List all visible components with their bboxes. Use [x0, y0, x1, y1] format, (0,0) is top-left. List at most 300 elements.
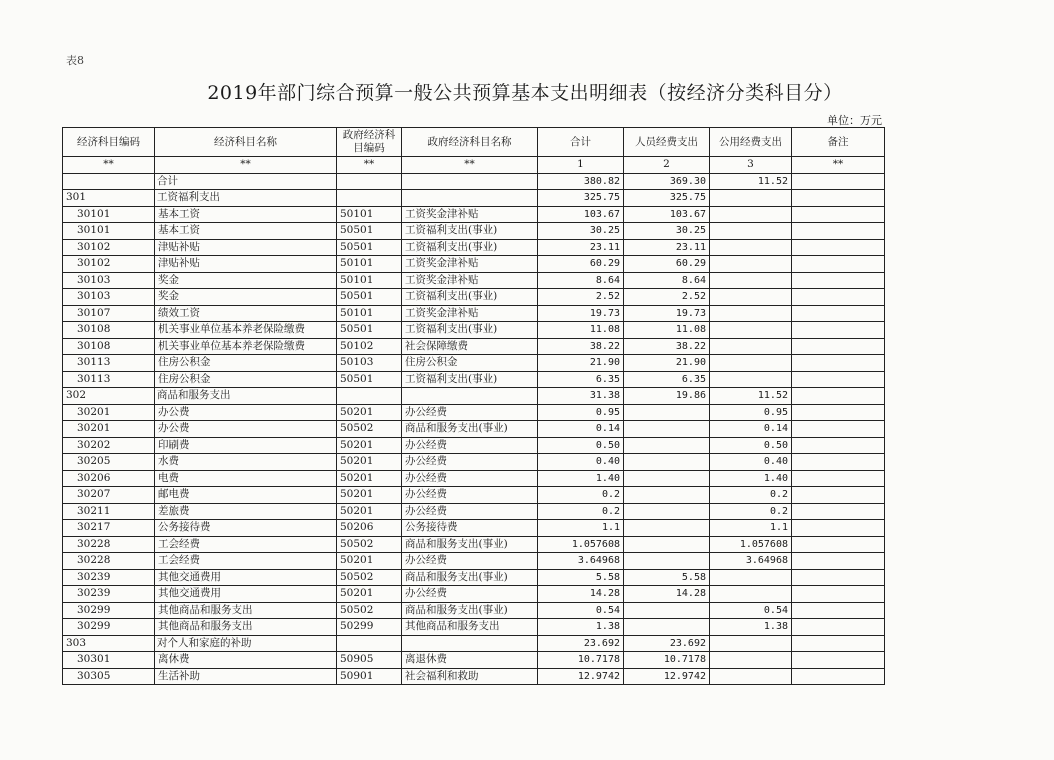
total-cell: 14.28	[538, 586, 624, 603]
note-cell	[792, 421, 885, 438]
public-cell: 11.52	[710, 388, 792, 405]
econ-code-cell	[63, 173, 155, 190]
note-cell	[792, 371, 885, 388]
table-row	[63, 223, 885, 240]
marker-cell: **	[402, 157, 538, 174]
personnel-cell: 23.11	[624, 239, 710, 256]
gov-name-cell: 办公经费	[402, 454, 538, 471]
econ-name-cell: 其他商品和服务支出	[155, 602, 337, 619]
table-row	[63, 437, 885, 454]
note-cell	[792, 206, 885, 223]
econ-code-cell: 30239	[63, 569, 155, 586]
personnel-cell: 30.25	[624, 223, 710, 240]
note-cell	[792, 322, 885, 339]
table-row	[63, 586, 885, 603]
total-cell: 23.692	[538, 635, 624, 652]
gov-name-cell: 办公经费	[402, 470, 538, 487]
public-cell	[710, 239, 792, 256]
public-cell: 11.52	[710, 173, 792, 190]
personnel-cell: 325.75	[624, 190, 710, 207]
total-cell: 1.40	[538, 470, 624, 487]
public-cell: 0.54	[710, 602, 792, 619]
total-cell: 10.7178	[538, 652, 624, 669]
header-public: 公用经费支出	[710, 128, 792, 157]
header-gov-code: 政府经济科目编码	[337, 128, 402, 157]
econ-name-cell: 印刷费	[155, 437, 337, 454]
note-cell	[792, 173, 885, 190]
total-cell: 19.73	[538, 305, 624, 322]
total-cell: 38.22	[538, 338, 624, 355]
personnel-cell: 6.35	[624, 371, 710, 388]
note-cell	[792, 305, 885, 322]
table-row	[63, 256, 885, 273]
gov-name-cell: 离退休费	[402, 652, 538, 669]
table-row	[63, 569, 885, 586]
econ-code-cell: 30102	[63, 256, 155, 273]
table-row	[63, 503, 885, 520]
econ-code-cell: 30206	[63, 470, 155, 487]
econ-code-cell: 30101	[63, 206, 155, 223]
note-cell	[792, 586, 885, 603]
econ-code-cell: 303	[63, 635, 155, 652]
note-cell	[792, 355, 885, 372]
note-cell	[792, 289, 885, 306]
econ-name-cell: 奖金	[155, 272, 337, 289]
public-cell: 1.38	[710, 619, 792, 636]
sheet-label: 表8	[66, 54, 84, 67]
gov-code-cell: 50905	[337, 652, 402, 669]
header-econ-name: 经济科目名称	[155, 128, 337, 157]
gov-code-cell: 50101	[337, 305, 402, 322]
marker-cell: **	[63, 157, 155, 174]
note-cell	[792, 239, 885, 256]
note-cell	[792, 190, 885, 207]
personnel-cell: 21.90	[624, 355, 710, 372]
note-cell	[792, 668, 885, 685]
gov-name-cell: 工资福利支出(事业)	[402, 371, 538, 388]
table-row	[63, 289, 885, 306]
total-cell: 23.11	[538, 239, 624, 256]
marker-cell: **	[792, 157, 885, 174]
personnel-cell	[624, 536, 710, 553]
table-row	[63, 421, 885, 438]
gov-code-cell: 50901	[337, 668, 402, 685]
econ-code-cell: 30217	[63, 520, 155, 537]
gov-code-cell: 50501	[337, 223, 402, 240]
total-cell: 0.2	[538, 487, 624, 504]
personnel-cell	[624, 470, 710, 487]
gov-code-cell: 50501	[337, 289, 402, 306]
econ-name-cell: 公务接待费	[155, 520, 337, 537]
econ-code-cell: 30108	[63, 322, 155, 339]
table-row	[63, 239, 885, 256]
econ-name-cell: 离休费	[155, 652, 337, 669]
personnel-cell	[624, 520, 710, 537]
econ-code-cell: 30207	[63, 487, 155, 504]
public-cell: 0.50	[710, 437, 792, 454]
public-cell	[710, 190, 792, 207]
header-personnel: 人员经费支出	[624, 128, 710, 157]
econ-name-cell: 办公费	[155, 421, 337, 438]
personnel-cell: 12.9742	[624, 668, 710, 685]
table-row	[63, 520, 885, 537]
table-row	[63, 553, 885, 570]
econ-code-cell: 30211	[63, 503, 155, 520]
econ-name-cell: 其他交通费用	[155, 586, 337, 603]
table-body	[63, 173, 885, 685]
public-cell: 3.64968	[710, 553, 792, 570]
gov-name-cell	[402, 388, 538, 405]
total-cell: 8.64	[538, 272, 624, 289]
public-cell	[710, 272, 792, 289]
econ-name-cell: 其他商品和服务支出	[155, 619, 337, 636]
personnel-cell	[624, 487, 710, 504]
econ-name-cell: 基本工资	[155, 223, 337, 240]
personnel-cell: 19.73	[624, 305, 710, 322]
note-cell	[792, 536, 885, 553]
gov-name-cell: 工资福利支出(事业)	[402, 223, 538, 240]
total-cell: 1.1	[538, 520, 624, 537]
note-cell	[792, 652, 885, 669]
marker-cell: **	[337, 157, 402, 174]
public-cell	[710, 355, 792, 372]
public-cell: 0.2	[710, 487, 792, 504]
public-cell	[710, 371, 792, 388]
public-cell	[710, 569, 792, 586]
gov-name-cell: 社会福利和救助	[402, 668, 538, 685]
table-row	[63, 635, 885, 652]
gov-name-cell	[402, 635, 538, 652]
econ-name-cell: 生活补助	[155, 668, 337, 685]
note-cell	[792, 272, 885, 289]
econ-code-cell: 30103	[63, 289, 155, 306]
marker-cell: 1	[538, 157, 624, 174]
gov-code-cell: 50201	[337, 503, 402, 520]
econ-code-cell: 30201	[63, 404, 155, 421]
gov-code-cell: 50101	[337, 272, 402, 289]
econ-code-cell: 30205	[63, 454, 155, 471]
table-row	[63, 322, 885, 339]
personnel-cell: 5.58	[624, 569, 710, 586]
econ-name-cell: 对个人和家庭的补助	[155, 635, 337, 652]
total-cell: 30.25	[538, 223, 624, 240]
econ-name-cell: 津贴补贴	[155, 239, 337, 256]
marker-cell: 3	[710, 157, 792, 174]
header-econ-code: 经济科目编码	[63, 128, 155, 157]
gov-code-cell: 50206	[337, 520, 402, 537]
table-row	[63, 305, 885, 322]
gov-name-cell: 办公经费	[402, 503, 538, 520]
gov-name-cell: 工资奖金津补贴	[402, 272, 538, 289]
personnel-cell	[624, 503, 710, 520]
gov-name-cell: 公务接待费	[402, 520, 538, 537]
econ-name-cell: 办公费	[155, 404, 337, 421]
gov-code-cell: 50201	[337, 553, 402, 570]
personnel-cell: 103.67	[624, 206, 710, 223]
note-cell	[792, 454, 885, 471]
gov-code-cell: 50299	[337, 619, 402, 636]
header-note: 备注	[792, 128, 885, 157]
gov-code-cell	[337, 173, 402, 190]
public-cell	[710, 322, 792, 339]
econ-code-cell: 30113	[63, 371, 155, 388]
public-cell	[710, 652, 792, 669]
public-cell	[710, 256, 792, 273]
personnel-cell: 14.28	[624, 586, 710, 603]
gov-name-cell: 其他商品和服务支出	[402, 619, 538, 636]
total-cell: 0.50	[538, 437, 624, 454]
gov-name-cell: 办公经费	[402, 487, 538, 504]
gov-name-cell: 商品和服务支出(事业)	[402, 536, 538, 553]
page-title: 2019年部门综合预算一般公共预算基本支出明细表（按经济分类科目分）	[207, 82, 843, 104]
note-cell	[792, 437, 885, 454]
econ-code-cell: 30228	[63, 536, 155, 553]
unit-label: 单位：万元	[827, 114, 882, 127]
total-cell: 325.75	[538, 190, 624, 207]
gov-code-cell: 50201	[337, 404, 402, 421]
public-cell	[710, 223, 792, 240]
note-cell	[792, 487, 885, 504]
econ-code-cell: 301	[63, 190, 155, 207]
gov-name-cell: 商品和服务支出(事业)	[402, 421, 538, 438]
note-cell	[792, 223, 885, 240]
gov-name-cell: 办公经费	[402, 586, 538, 603]
total-cell: 380.82	[538, 173, 624, 190]
econ-name-cell: 商品和服务支出	[155, 388, 337, 405]
gov-code-cell	[337, 635, 402, 652]
econ-name-cell: 差旅费	[155, 503, 337, 520]
econ-name-cell: 机关事业单位基本养老保险缴费	[155, 322, 337, 339]
total-cell: 0.2	[538, 503, 624, 520]
personnel-cell	[624, 437, 710, 454]
public-cell	[710, 635, 792, 652]
econ-name-cell: 基本工资	[155, 206, 337, 223]
econ-name-cell: 邮电费	[155, 487, 337, 504]
gov-name-cell: 工资福利支出(事业)	[402, 322, 538, 339]
gov-code-cell: 50103	[337, 355, 402, 372]
gov-code-cell: 50101	[337, 256, 402, 273]
total-cell: 3.64968	[538, 553, 624, 570]
total-cell: 2.52	[538, 289, 624, 306]
total-cell: 11.08	[538, 322, 624, 339]
total-cell: 1.057608	[538, 536, 624, 553]
personnel-cell	[624, 454, 710, 471]
gov-code-cell: 50201	[337, 454, 402, 471]
econ-code-cell: 30228	[63, 553, 155, 570]
total-cell: 0.95	[538, 404, 624, 421]
table-row	[63, 206, 885, 223]
econ-name-cell: 合计	[155, 173, 337, 190]
econ-code-cell: 30113	[63, 355, 155, 372]
gov-code-cell: 50201	[337, 487, 402, 504]
gov-name-cell: 工资福利支出(事业)	[402, 239, 538, 256]
total-cell: 21.90	[538, 355, 624, 372]
econ-code-cell: 30299	[63, 619, 155, 636]
table-row	[63, 454, 885, 471]
personnel-cell: 2.52	[624, 289, 710, 306]
note-cell	[792, 404, 885, 421]
total-cell: 0.14	[538, 421, 624, 438]
public-cell: 1.40	[710, 470, 792, 487]
gov-code-cell: 50201	[337, 586, 402, 603]
table-row	[63, 487, 885, 504]
table-row	[63, 338, 885, 355]
gov-name-cell: 商品和服务支出(事业)	[402, 569, 538, 586]
total-cell: 0.40	[538, 454, 624, 471]
table-row	[63, 190, 885, 207]
note-cell	[792, 470, 885, 487]
public-cell	[710, 586, 792, 603]
personnel-cell	[624, 553, 710, 570]
public-cell: 0.2	[710, 503, 792, 520]
public-cell: 0.95	[710, 404, 792, 421]
econ-name-cell: 津贴补贴	[155, 256, 337, 273]
econ-code-cell: 30101	[63, 223, 155, 240]
econ-name-cell: 住房公积金	[155, 355, 337, 372]
econ-code-cell: 30239	[63, 586, 155, 603]
table-row	[63, 272, 885, 289]
personnel-cell: 369.30	[624, 173, 710, 190]
public-cell: 0.40	[710, 454, 792, 471]
gov-code-cell	[337, 190, 402, 207]
public-cell	[710, 668, 792, 685]
note-cell	[792, 602, 885, 619]
table-row	[63, 602, 885, 619]
total-cell: 5.58	[538, 569, 624, 586]
econ-code-cell: 302	[63, 388, 155, 405]
public-cell: 1.1	[710, 520, 792, 537]
note-cell	[792, 520, 885, 537]
public-cell: 0.14	[710, 421, 792, 438]
marker-cell: **	[155, 157, 337, 174]
econ-code-cell: 30103	[63, 272, 155, 289]
budget-table	[62, 127, 885, 685]
econ-name-cell: 工资福利支出	[155, 190, 337, 207]
header-gov-name: 政府经济科目名称	[402, 128, 538, 157]
gov-name-cell: 工资福利支出(事业)	[402, 289, 538, 306]
total-cell: 12.9742	[538, 668, 624, 685]
gov-code-cell: 50102	[337, 338, 402, 355]
note-cell	[792, 388, 885, 405]
econ-code-cell: 30301	[63, 652, 155, 669]
econ-name-cell: 机关事业单位基本养老保险缴费	[155, 338, 337, 355]
total-cell: 6.35	[538, 371, 624, 388]
total-cell: 1.38	[538, 619, 624, 636]
public-cell: 1.057608	[710, 536, 792, 553]
econ-name-cell: 住房公积金	[155, 371, 337, 388]
personnel-cell	[624, 602, 710, 619]
econ-name-cell: 绩效工资	[155, 305, 337, 322]
note-cell	[792, 635, 885, 652]
marker-row	[63, 157, 885, 174]
econ-name-cell: 奖金	[155, 289, 337, 306]
table-row	[63, 652, 885, 669]
gov-code-cell: 50502	[337, 536, 402, 553]
personnel-cell	[624, 619, 710, 636]
public-cell	[710, 289, 792, 306]
personnel-cell: 60.29	[624, 256, 710, 273]
econ-code-cell: 30107	[63, 305, 155, 322]
econ-code-cell: 30201	[63, 421, 155, 438]
econ-name-cell: 工会经费	[155, 536, 337, 553]
econ-code-cell: 30305	[63, 668, 155, 685]
gov-code-cell: 50501	[337, 371, 402, 388]
gov-code-cell: 50201	[337, 470, 402, 487]
gov-code-cell: 50201	[337, 437, 402, 454]
gov-name-cell: 住房公积金	[402, 355, 538, 372]
total-cell: 103.67	[538, 206, 624, 223]
gov-name-cell: 工资奖金津补贴	[402, 256, 538, 273]
note-cell	[792, 503, 885, 520]
personnel-cell: 19.86	[624, 388, 710, 405]
gov-code-cell: 50502	[337, 569, 402, 586]
econ-code-cell: 30108	[63, 338, 155, 355]
econ-code-cell: 30102	[63, 239, 155, 256]
personnel-cell: 38.22	[624, 338, 710, 355]
note-cell	[792, 338, 885, 355]
table-row	[63, 619, 885, 636]
gov-code-cell: 50501	[337, 239, 402, 256]
table-row	[63, 470, 885, 487]
personnel-cell: 10.7178	[624, 652, 710, 669]
public-cell	[710, 305, 792, 322]
note-cell	[792, 256, 885, 273]
table-row	[63, 536, 885, 553]
gov-code-cell: 50502	[337, 421, 402, 438]
gov-code-cell: 50502	[337, 602, 402, 619]
total-cell: 0.54	[538, 602, 624, 619]
gov-name-cell: 商品和服务支出(事业)	[402, 602, 538, 619]
note-cell	[792, 619, 885, 636]
gov-name-cell	[402, 173, 538, 190]
note-cell	[792, 569, 885, 586]
gov-name-cell: 工资奖金津补贴	[402, 305, 538, 322]
gov-name-cell: 办公经费	[402, 404, 538, 421]
table-row	[63, 668, 885, 685]
econ-name-cell: 其他交通费用	[155, 569, 337, 586]
table-row	[63, 388, 885, 405]
header-total: 合计	[538, 128, 624, 157]
gov-name-cell: 办公经费	[402, 553, 538, 570]
table-row	[63, 371, 885, 388]
table-row	[63, 173, 885, 190]
gov-code-cell	[337, 388, 402, 405]
gov-code-cell: 50101	[337, 206, 402, 223]
table-row	[63, 355, 885, 372]
table-row	[63, 404, 885, 421]
total-cell: 60.29	[538, 256, 624, 273]
personnel-cell: 8.64	[624, 272, 710, 289]
header-row	[63, 128, 885, 157]
note-cell	[792, 553, 885, 570]
gov-code-cell: 50501	[337, 322, 402, 339]
econ-name-cell: 电费	[155, 470, 337, 487]
public-cell	[710, 206, 792, 223]
gov-name-cell: 办公经费	[402, 437, 538, 454]
gov-name-cell: 工资奖金津补贴	[402, 206, 538, 223]
gov-name-cell	[402, 190, 538, 207]
personnel-cell	[624, 421, 710, 438]
personnel-cell: 23.692	[624, 635, 710, 652]
econ-code-cell: 30299	[63, 602, 155, 619]
econ-code-cell: 30202	[63, 437, 155, 454]
personnel-cell: 11.08	[624, 322, 710, 339]
personnel-cell	[624, 404, 710, 421]
econ-name-cell: 水费	[155, 454, 337, 471]
total-cell: 31.38	[538, 388, 624, 405]
marker-cell: 2	[624, 157, 710, 174]
gov-name-cell: 社会保障缴费	[402, 338, 538, 355]
